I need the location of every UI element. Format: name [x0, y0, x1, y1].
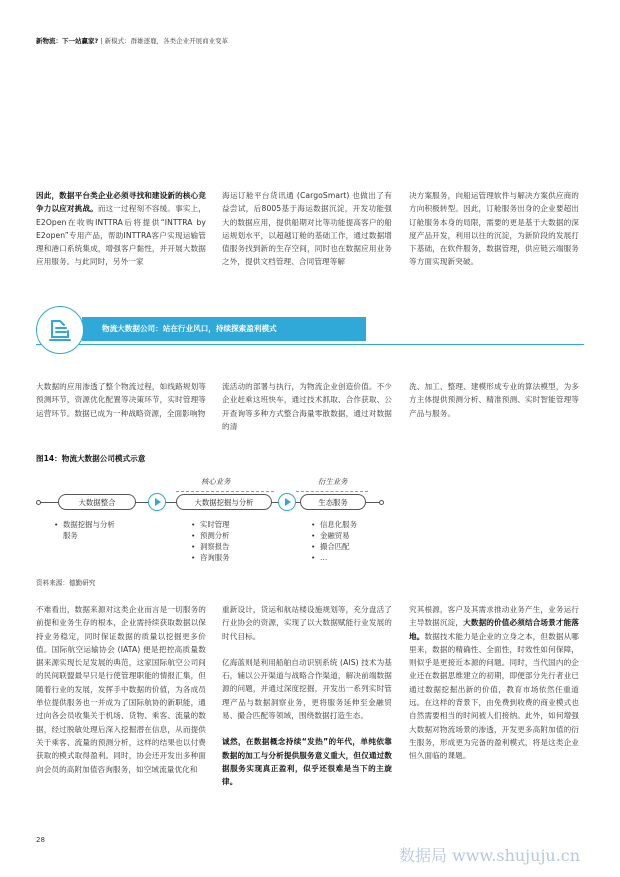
top-column-1	[36, 189, 206, 269]
list-item-continuation: 服务	[63, 531, 78, 540]
bottom-column-2	[222, 603, 392, 789]
list-core-services	[191, 519, 230, 563]
list-item: • 实时管理	[191, 519, 230, 530]
top-column-2	[222, 189, 392, 269]
derived-business-heading: 衍生业务	[318, 477, 348, 486]
top-column-3	[409, 189, 579, 269]
mid-column-3	[409, 380, 579, 420]
node-data-integration: 大数据整合	[58, 494, 136, 510]
bottom-col1-text: 不难看出，数据来源对这类企业而言是一切服务的前提和业务生存的根本，企业需持续获取数据以保持业务稳定，同时保证数据的质量以挖掘更多价值。国际航空运输协会 (IATA) 便是把控高质量数据来源实现长足发展的典范，这家国际航空公司间的民间联盟最早只是行使管理职能的情报汇集，但随着行业的发展，发挥手中数据的价值，为各成员单位提供服务也一并成为了国际航协的新职能，通过向各会员收集关于机场、货物、乘客、流量的数据，经过脱敏处理后深入挖掘潜在信息，从而提供关于乘客、流量的预测分析，这样的结果也以付费获取的模式取得盈利。同时，协会还开发出多种面向会员的高附加值咨询服务，如空域流量优化和	[36, 605, 206, 774]
top-col1-bold-lead: 因此，数据平台类企业必须寻找和建设新的核心竞争力以应对挑战。	[36, 191, 206, 214]
top-col2-text: 海运订舱平台货讯通 (CargoSmart) 也做出了有益尝试，后8005基于海运数据沉淀，开发功能强大的数据应用，提供船期对比等功能提高客户的船运规划水平，以超越订舱的基础工作，通过数据增值服务找到新的生存空间，同时也在数据应用业务之外，提供文档管理、合同管理等解	[222, 191, 392, 267]
page-number: 28	[36, 836, 45, 844]
derived-dashed-rule	[296, 491, 368, 492]
list-item: • …	[311, 552, 357, 563]
node-ecosystem-service: 生态服务	[300, 494, 366, 510]
bottom-col3-post: 数据技术能力是企业的立身之本，但数据从哪里来，数据的精确性、全面性，时效性如何保障，则似乎是更接近本源的问题。同时，当代国内的企业还在数据思维建立的初期，即便部分先行者业已通过数据挖掘出新的价值，教育市场依然任重道远。在这样的背景下，由免费到收费的商业模式也自然需要相当的时间被人们接纳。此外，如何增强大数据对物流场景的渗透，开发更多高附加值的衍生服务，形成更为完备的盈利模式，将是这类企业恒久面临的课题。	[409, 631, 580, 761]
figure-title: 图14：物流大数据公司模式示意	[36, 454, 146, 463]
mid-column-2	[222, 380, 392, 433]
list-item: • 撮合匹配	[311, 541, 357, 552]
bottom-col2-p3: 诚然，在数据概念持续“发热”的年代，单纯依靠数据的加工与分析提供服务意义重大，但仅通过数据服务实现真正盈利，似乎还很难是当下的主旋律。	[222, 737, 392, 787]
list-item: • 金融贸易	[311, 530, 357, 541]
bottom-column-1	[36, 603, 206, 776]
top-col3-text: 决方案服务，向船运管理软件与解决方案供应商的方向积极转型。因此，订舱服务出身的企业要超出订舱服务本身的局限，需要的更是基于大数据的深度产品开发，利用以往的沉淀，为新阶段的发展打下基础，在软件服务，数据管理，供应链云端服务等方面实现新突破。	[409, 191, 579, 267]
flow-end-dot	[379, 500, 384, 505]
core-dashed-rule	[176, 491, 274, 492]
list-item: • 数据挖掘与分析	[54, 519, 115, 530]
bottom-col2-p1: 重新设计，货运和航站楼设施规划等，充分盘活了行业协会的资源，实现了以大数据赋能行业发展的时代目标。	[222, 605, 392, 641]
node-data-mining-analysis: 大数据挖掘与分析	[176, 494, 272, 510]
running-header	[36, 36, 228, 45]
header-subtitle: 新模式：群雄逐鹿，各类企业开展商业变革	[104, 37, 229, 45]
list-item: • 咨询服务	[191, 552, 230, 563]
bottom-column-3	[409, 603, 579, 763]
list-data-integration	[54, 519, 115, 541]
mid-col3-text: 洗、加工、整理、建模形成专业的算法模型，为多方主体提供预测分析、精准预测、实时智能管理等产品与服务。	[409, 382, 579, 418]
list-item: • 洞察报告	[191, 541, 230, 552]
mid-col2-text: 流活动的部署与执行，为物流企业创造价值。不少企业赶乘这班快车，通过技术抓取、合作获取、公开查询等多种方式整合海量零散数据，通过对数据的清	[222, 382, 392, 431]
banner-rule	[36, 344, 584, 345]
bottom-col2-p2: 亿海蓝则是利用船舶自动识别系统 (AIS) 技术为基石，辅以公开渠道与战略合作渠道，解决前端数据源的问题，并通过深度挖掘，开发出一系列实时管理产品与数据洞察业务，更将服务延伸至金融贸易、撮合匹配等领域，围绕数据打造生态。	[222, 657, 392, 721]
list-item: • 预测分析	[191, 530, 230, 541]
section-banner	[82, 317, 366, 341]
arrow-play-icon	[148, 493, 166, 511]
top-col1-text: 而这一过程刻不容缓。事实上，E2Open在收购INTTRA后将提供“INTTRA by E2open”专用产品，帮助INTTRA客户实现运输管理和港口系统集成，增强客户黏性，并开展大数据应用服务。与此同时，另外一家	[36, 204, 206, 267]
core-business-heading: 核心业务	[201, 477, 231, 486]
header-title: 新物流：下一站赢家?	[36, 37, 99, 45]
bottom-col3-bold: 大数据的价值必须结合场景才能落地。	[409, 618, 580, 641]
list-item: • 信息化服务	[311, 519, 357, 530]
list-derived-services	[311, 519, 357, 563]
mid-col1-text: 大数据的应用渗透了整个物流过程，如线路规划等预测环节，资源优化配置等决策环节，实时管理等运营环节。数据已成为一种战略资源，全面影响物	[36, 382, 206, 418]
arrow-play-icon	[278, 493, 296, 511]
header-separator: |	[100, 37, 103, 45]
flow-start-dot	[36, 500, 41, 505]
stacked-documents-icon	[36, 306, 84, 354]
mid-column-1	[36, 380, 206, 420]
watermark: 数据局 www.shujuju.cn	[399, 846, 581, 865]
banner-title: 物流大数据公司：站在行业风口，持续探索盈利模式	[102, 324, 277, 333]
bottom-col3-pre: 究其根源，客户及其需求推动业务产生，业务运行主导数据沉淀，	[409, 605, 579, 628]
figure-source: 资料来源：德勤研究	[36, 579, 96, 587]
list-item	[54, 530, 115, 541]
